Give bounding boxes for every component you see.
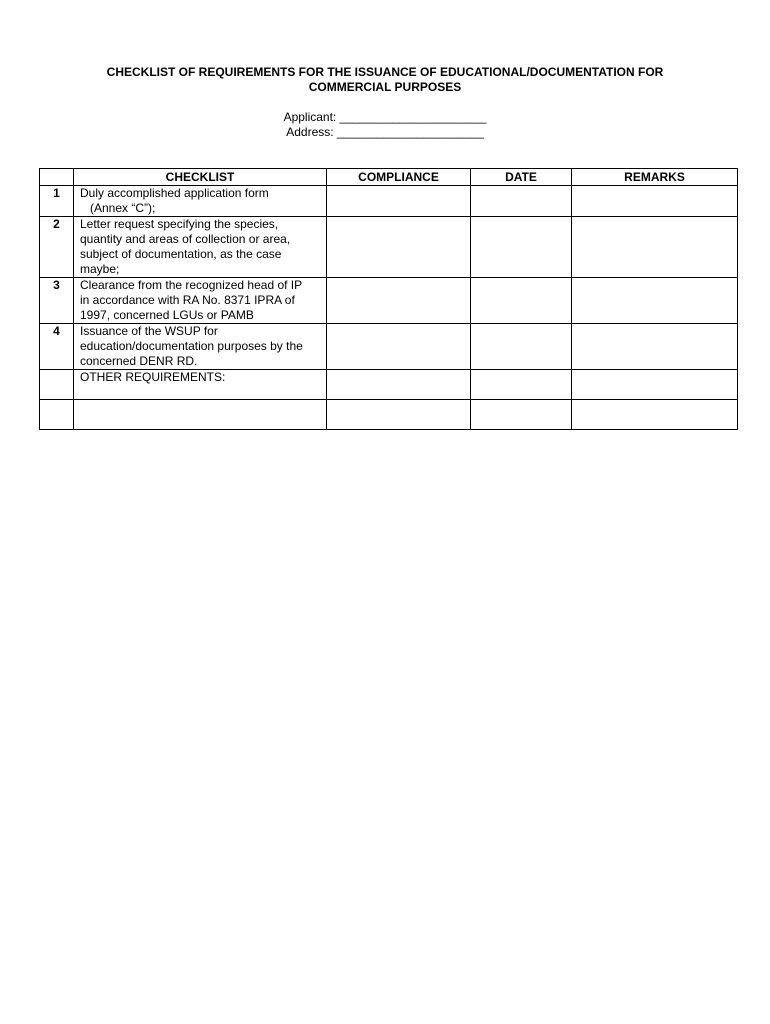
requirement-text-line: Clearance from the recognized head of IP xyxy=(80,278,303,292)
requirement-text-line: in accordance with RA No. 8371 IPRA of xyxy=(80,293,295,307)
document-title-line-2: COMMERCIAL PURPOSES xyxy=(308,80,462,94)
compliance-cell xyxy=(327,217,471,278)
header-checklist: CHECKLIST xyxy=(74,169,327,186)
header-remarks: REMARKS xyxy=(572,169,738,186)
table-row xyxy=(40,186,738,217)
compliance-cell xyxy=(327,324,471,370)
table-row xyxy=(40,400,738,430)
compliance-cell xyxy=(327,186,471,217)
applicant-field: Applicant: ______________________ xyxy=(283,110,487,124)
requirement-cell xyxy=(74,186,327,217)
compliance-cell xyxy=(327,370,471,400)
row-number: 2 xyxy=(40,217,74,278)
table-header-row xyxy=(40,169,738,186)
requirement-cell xyxy=(74,400,327,430)
document-title-line-1: CHECKLIST OF REQUIREMENTS FOR THE ISSUANCE OF EDUCATIONAL/DOCUMENTATION FOR xyxy=(106,65,664,79)
date-cell xyxy=(471,324,572,370)
table-row xyxy=(40,324,738,370)
date-cell xyxy=(471,186,572,217)
requirements-table xyxy=(39,168,738,430)
remarks-cell xyxy=(572,217,738,278)
remarks-cell xyxy=(572,324,738,370)
remarks-cell xyxy=(572,400,738,430)
compliance-cell xyxy=(327,400,471,430)
remarks-cell xyxy=(572,278,738,324)
table-row xyxy=(40,217,738,278)
row-number: 4 xyxy=(40,324,74,370)
date-cell xyxy=(471,217,572,278)
header-number xyxy=(40,169,74,186)
requirement-text-line: 1997, concerned LGUs or PAMB xyxy=(80,308,254,322)
table-row xyxy=(40,370,738,400)
requirement-text-line: Duly accomplished application form xyxy=(80,186,269,200)
compliance-cell xyxy=(327,278,471,324)
address-field: Address: ______________________ xyxy=(286,125,484,139)
requirement-cell xyxy=(74,370,327,400)
document-title xyxy=(40,65,730,95)
date-cell xyxy=(471,400,572,430)
other-requirements-label: OTHER REQUIREMENTS: xyxy=(80,370,226,384)
requirement-text-line: education/documentation purposes by the xyxy=(80,339,303,353)
requirement-text-line: subject of documentation, as the case xyxy=(80,247,282,261)
row-number xyxy=(40,400,74,430)
row-number xyxy=(40,370,74,400)
table-row xyxy=(40,278,738,324)
header-compliance: COMPLIANCE xyxy=(327,169,471,186)
remarks-cell xyxy=(572,370,738,400)
row-number: 3 xyxy=(40,278,74,324)
requirement-text-line: Letter request specifying the species, xyxy=(80,217,279,231)
header-date: DATE xyxy=(471,169,572,186)
date-cell xyxy=(471,278,572,324)
requirement-text-line: quantity and areas of collection or area, xyxy=(80,232,291,246)
requirement-text-line: Issuance of the WSUP for xyxy=(80,324,218,338)
date-cell xyxy=(471,370,572,400)
requirement-cell xyxy=(74,324,327,370)
requirement-text-line: maybe; xyxy=(80,262,120,276)
requirement-cell xyxy=(74,278,327,324)
requirement-text-line: concerned DENR RD. xyxy=(80,354,198,368)
requirement-cell xyxy=(74,217,327,278)
remarks-cell xyxy=(572,186,738,217)
row-number: 1 xyxy=(40,186,74,217)
requirement-text-line: (Annex “C”); xyxy=(90,201,156,215)
